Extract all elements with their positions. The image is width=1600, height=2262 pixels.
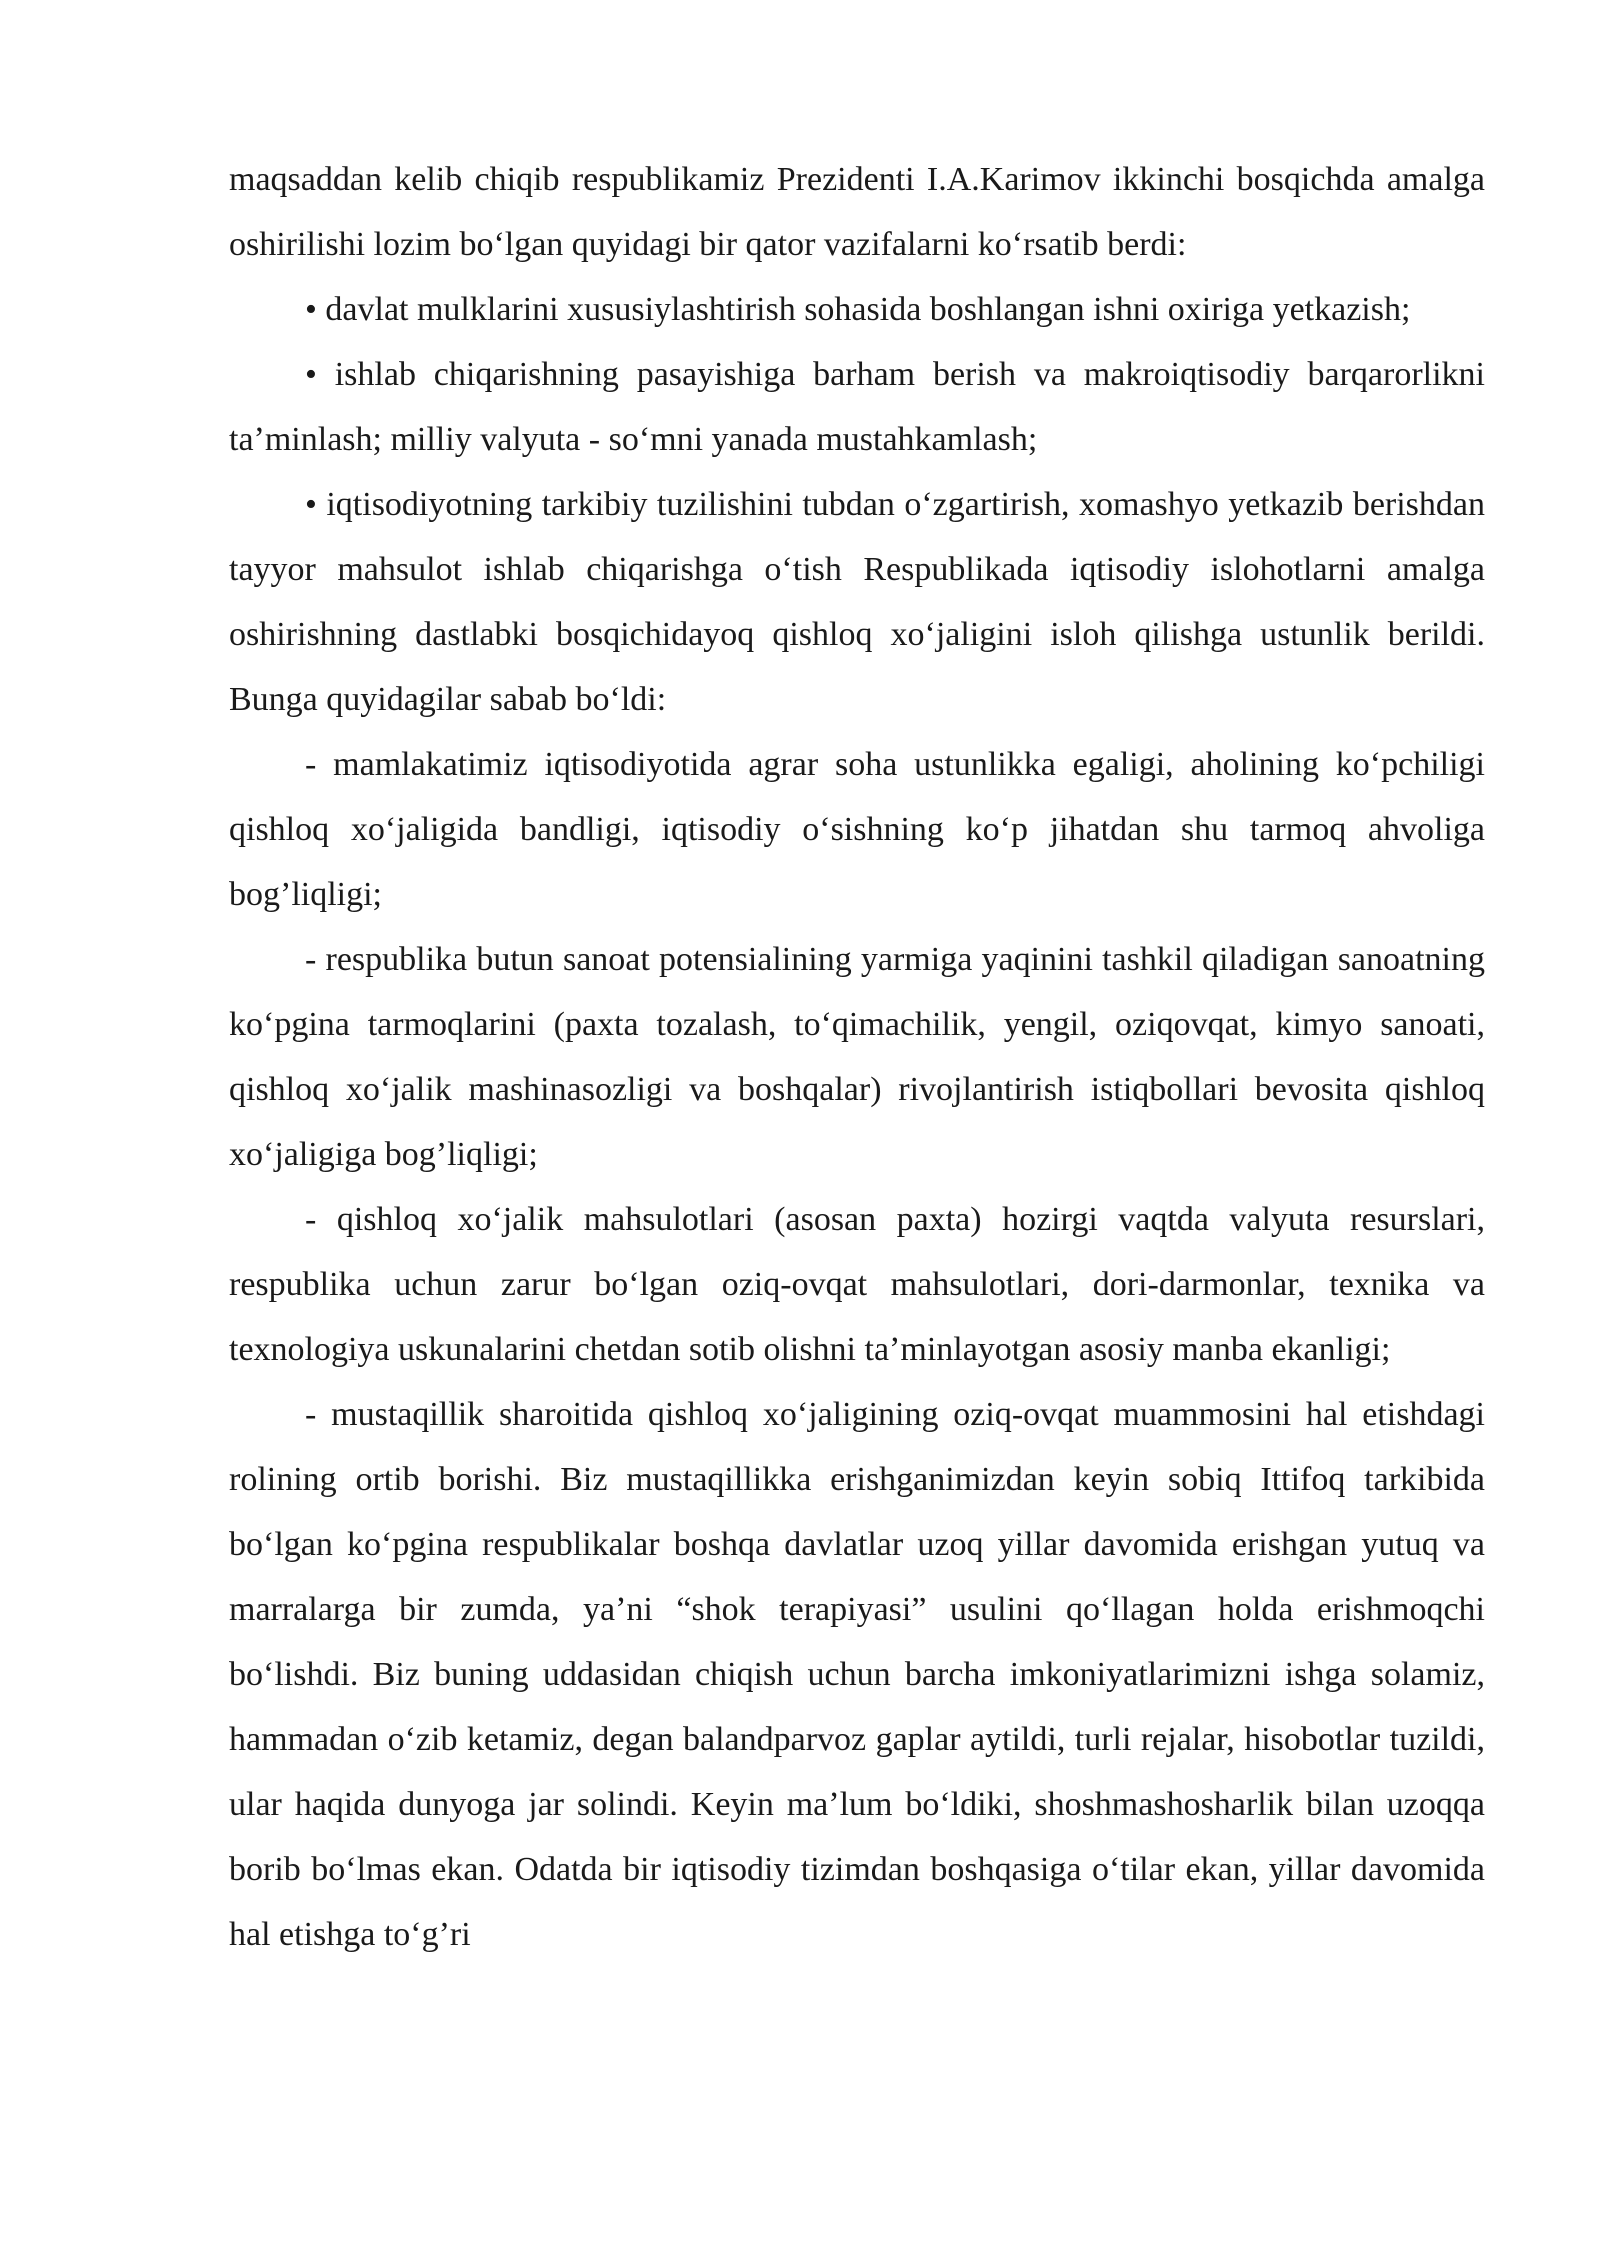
paragraph: maqsaddan kelib chiqib respublikamiz Prezidenti I.A.Karimov ikkinchi bosqichda amalga oshirilishi lozim boʻlgan quyidagi bir qator vazifalarni koʻrsatib berdi: xyxy=(229,161,1485,263)
bullet-paragraph: • iqtisodiyotning tarkibiy tuzilishini tubdan oʻzgartirish, xomashyo yetkazib berishdan tayyor mahsulot ishlab chiqarishga oʻtish Respublikada iqtisodiy islohotlarni amalga oshirishning dastlabki bosqichidayoq qishloq xoʻjaligini isloh qilishga ustunlik berildi. Bunga quyidagilar sabab boʻldi: xyxy=(229,486,1485,718)
dash-paragraph: - mustaqillik sharoitida qishloq xoʻjaligining oziq-ovqat muammosini hal etishdagi rolining ortib borishi. Biz mustaqillikka erishganimizdan keyin sobiq Ittifoq tarkibida boʻlgan koʻpgina respublikalar boshqa davlatlar uzoq yillar davomida erishgan yutuq va marralarga bir zumda, yaʼni “shok terapiyasi” usulini qoʻllagan holda erishmoqchi boʻlishdi. Biz buning uddasidan chiqish uchun barcha imkoniyatlarimizni ishga solamiz, hammadan oʻzib ketamiz, degan balandparvoz gaplar aytildi, turli rejalar, hisobotlar tuzildi, ular haqida dunyoga jar solindi. Keyin maʼlum boʻldiki, shoshmashosharlik bilan uzoqqa borib boʻlmas ekan. Odatda bir iqtisodiy tizimdan boshqasiga oʻtilar ekan, yillar davomida hal etishga toʻg’ri xyxy=(229,1396,1485,1953)
bullet-paragraph: • davlat mulklarini xususiylashtirish sohasida boshlangan ishni oxiriga yetkazish; xyxy=(305,291,1411,328)
bullet-paragraph: • ishlab chiqarishning pasayishiga barham berish va makroiqtisodiy barqarorlikni taʼminlash; milliy valyuta - soʻmni yanada mustahkamlash; xyxy=(229,356,1485,458)
dash-paragraph: - respublika butun sanoat potensialining yarmiga yaqinini tashkil qiladigan sanoatning koʻpgina tarmoqlarini (paxta tozalash, toʻqimachilik, yengil, oziqovqat, kimyo sanoati, qishloq xoʻjalik mashinasozligi va boshqalar) rivojlantirish istiqbollari bevosita qishloq xoʻjaligiga bog’liqligi; xyxy=(229,941,1485,1173)
document-body xyxy=(229,147,1485,1967)
dash-paragraph: - mamlakatimiz iqtisodiyotida agrar soha ustunlikka egaligi, aholining koʻpchiligi qishloq xoʻjaligida bandligi, iqtisodiy oʻsishning koʻp jihatdan shu tarmoq ahvoliga bog’liqligi; xyxy=(229,746,1485,913)
dash-paragraph: - qishloq xoʻjalik mahsulotlari (asosan paxta) hozirgi vaqtda valyuta resurslari, respublika uchun zarur boʻlgan oziq-ovqat mahsulotlari, dori-darmonlar, texnika va texnologiya uskunalarini chetdan sotib olishni taʼminlayotgan asosiy manba ekanligi; xyxy=(229,1201,1485,1368)
